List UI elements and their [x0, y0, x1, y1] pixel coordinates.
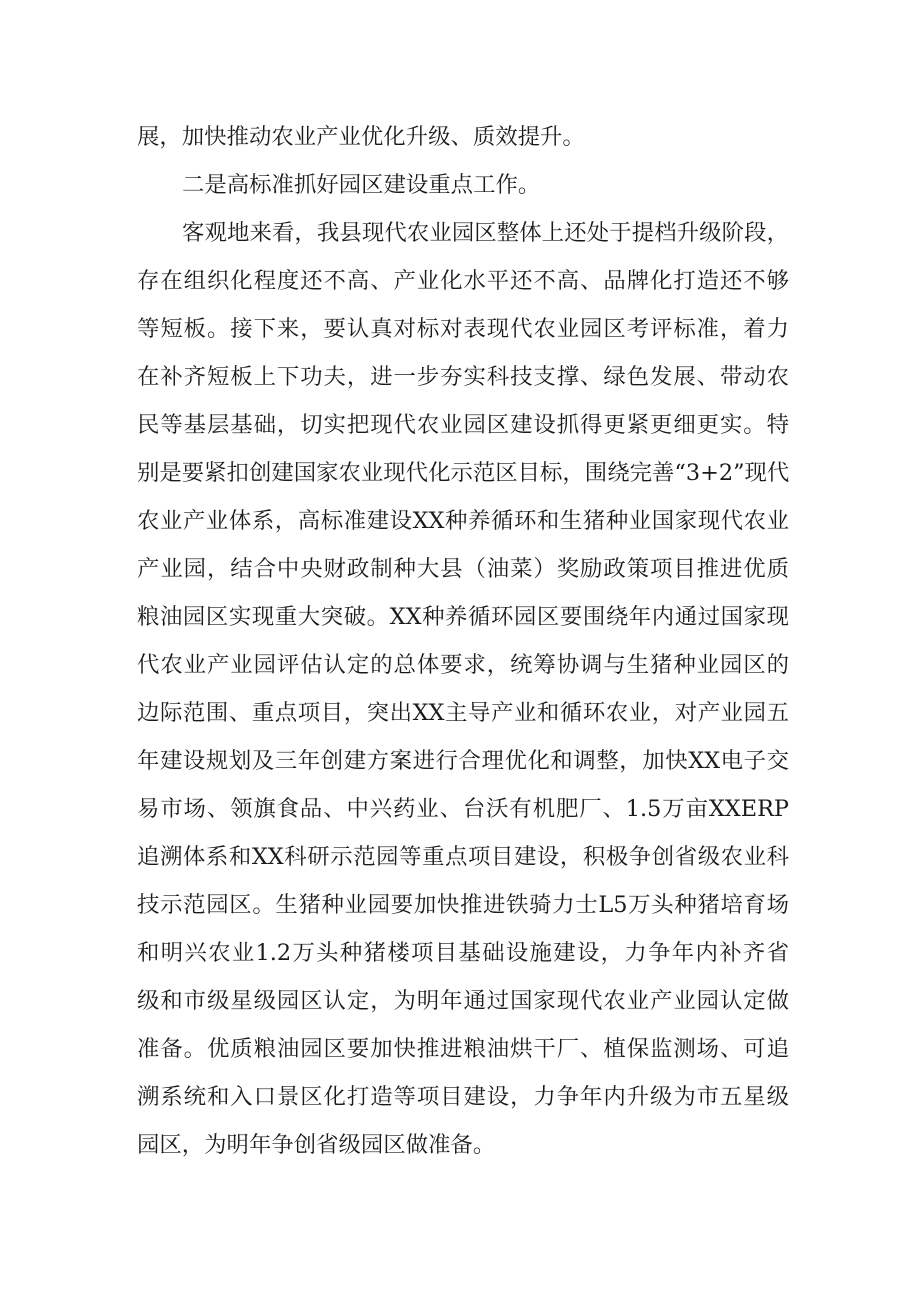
- paragraph-line: 客观地来看，我县现代农业园区整体上还处于提档升级阶段，: [182, 220, 789, 246]
- paragraph-line: 技示范园区。生猪种业园要加快推进铁骑力士L5万头种猪培育场: [137, 892, 789, 918]
- paragraph-line: 等短板。接下来，要认真对标对表现代农业园区考评标准，着力: [137, 316, 789, 342]
- paragraph-line: 准备。优质粮油园区要加快推进粮油烘干厂、植保监测场、可追: [137, 1036, 789, 1062]
- paragraph-line: 别是要紧扣创建国家农业现代化示范区目标，围绕完善“3+2”现代: [137, 460, 790, 486]
- paragraph-line: 农业产业体系，高标准建设XX种养循环和生猪种业国家现代农业: [137, 508, 789, 534]
- section-heading: 二是高标准抓好园区建设重点工作。: [182, 172, 541, 198]
- paragraph-line: 园区，为明年争创省级园区做准备。: [137, 1132, 496, 1158]
- paragraph-line: 产业园，结合中央财政制种大县（油菜）奖励政策项目推进优质: [137, 556, 789, 582]
- paragraph-line: 展，加快推动农业产业优化升级、质效提升。: [137, 124, 585, 150]
- paragraph-line: 追溯体系和XX科研示范园等重点项目建设，积极争创省级农业科: [137, 844, 789, 870]
- paragraph-line: 年建设规划及三年创建方案进行合理优化和调整，加快XX电子交: [137, 748, 789, 774]
- paragraph-line: 易市场、领旗食品、中兴药业、台沃有机肥厂、1.5万亩XXERP: [137, 796, 789, 822]
- paragraph-line: 存在组织化程度还不高、产业化水平还不高、品牌化打造还不够: [137, 268, 789, 294]
- paragraph-line: 代农业产业园评估认定的总体要求，统筹协调与生猪种业园区的: [137, 652, 789, 678]
- paragraph-line: 民等基层基础，切实把现代农业园区建设抓得更紧更细更实。特: [137, 412, 789, 438]
- paragraph-line: 和明兴农业1.2万头种猪楼项目基础设施建设，力争年内补齐省: [137, 940, 789, 966]
- paragraph-line: 溯系统和入口景区化打造等项目建设，力争年内升级为市五星级: [137, 1084, 789, 1110]
- paragraph-line: 在补齐短板上下功夫，进一步夯实科技支撑、绿色发展、带动农: [137, 364, 789, 390]
- paragraph-line: 边际范围、重点项目，突出XX主导产业和循环农业，对产业园五: [137, 700, 789, 726]
- paragraph-line: 级和市级星级园区认定，为明年通过国家现代农业产业园认定做: [137, 988, 789, 1014]
- paragraph-line: 粮油园区实现重大突破。XX种养循环园区要围绕年内通过国家现: [137, 604, 789, 630]
